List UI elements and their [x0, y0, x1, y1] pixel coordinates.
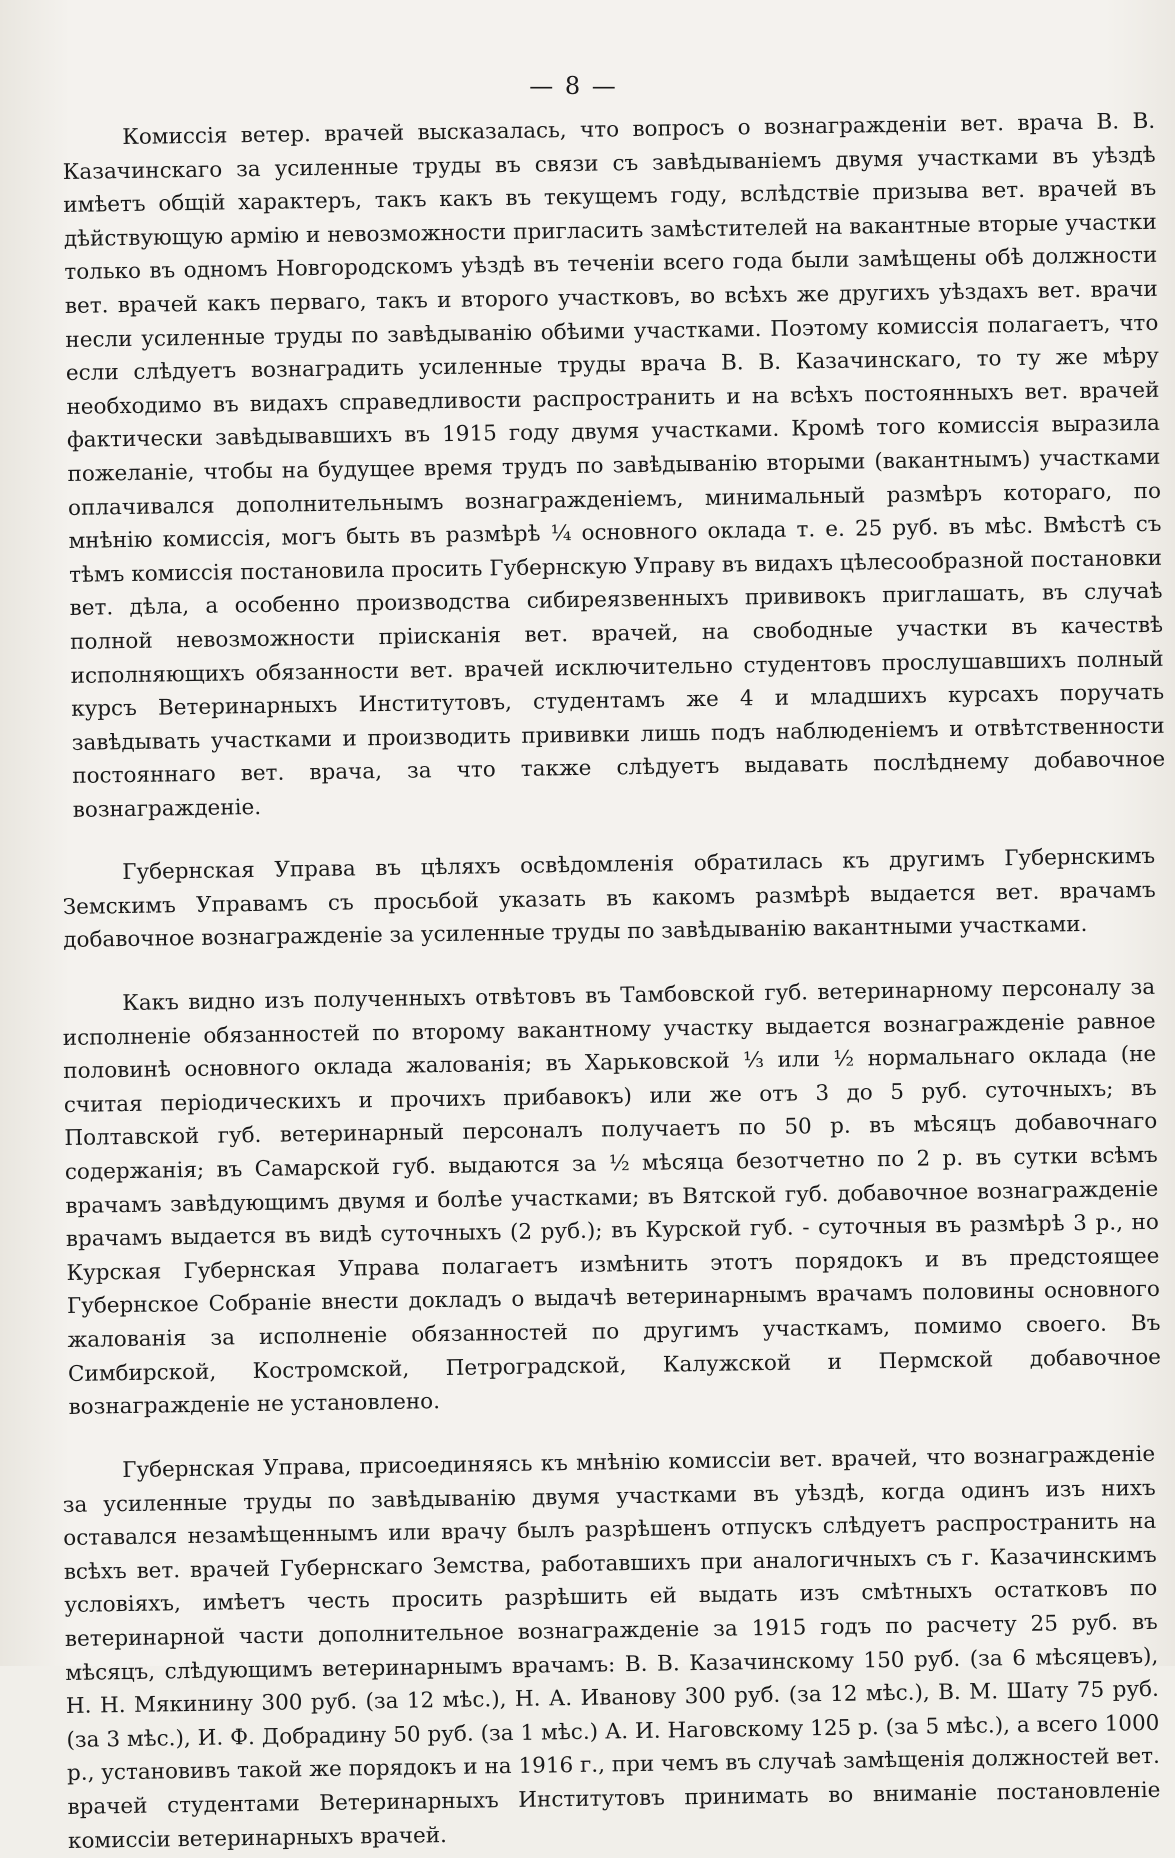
paragraph-commission-opinion: Комиссія ветер. врачей высказалась, что вопросъ о вознагражденіи вет. врача В. В. Казачинскаго за усиленные труды въ связи съ завѣдываніемъ двумя участками въ уѣздѣ имѣетъ общій характеръ, такъ какъ въ текущемъ году, вслѣдствіе призыва вет. врачей въ дѣйствующую армію и невозможности пригласить замѣстителей на вакантные вторые участки только въ одномъ Новгородскомъ уѣздѣ въ теченіи всего года были замѣщены обѣ должности вет. врачей какъ перваго, такъ и второго участковъ, во всѣхъ же другихъ уѣздахъ вет. врачи несли усиленные труды по завѣдыванію обѣими участками. Поэтому комиссія полагаетъ, что если слѣдуетъ вознаградить усиленные труды врача В. В. Казачинскаго, то ту же мѣру необходимо въ видахъ справедливости распространить и на всѣхъ постоянныхъ вет. врачей фактически завѣдывавшихъ въ 1915 году двумя участками. Кромѣ того комиссія выразила пожеланіе, чтобы на будущее время трудъ по завѣдыванію вторыми (вакантнымъ) участками оплачивался дополнительнымъ вознагражденіемъ, минимальный размѣръ котораго, по мнѣнію комиссія, могъ быть въ размѣрѣ ¼ основного оклада т. е. 25 руб. въ мѣс. Вмѣстѣ съ тѣмъ комиссія постановила просить Губернскую Управу въ видахъ цѣлесообразной постановки вет. дѣла, а особенно производства сибиреязвенныхъ прививокъ приглашать, въ случаѣ полной невозможности пріисканія вет. врачей, на свободные участки въ качествѣ исполняющихъ обязанности вет. врачей исключительно студентовъ прослушавшихъ полный курсъ Ветеринарныхъ Институтовъ, студентамъ же 4 и младшихъ курсахъ поручать завѣдывать участками и производить прививки лишь подъ наблюденіемъ и отвѣтственности постояннаго вет. врача, за что также слѣдуетъ выдавать послѣднему добавочное вознагражденіе.: [62, 108, 1166, 823]
page-number: — 8 —: [529, 72, 618, 100]
paragraph-responses: Какъ видно изъ полученныхъ отвѣтовъ въ Тамбовской губ. ветеринарному персоналу за исполненіе обязанностей по второму вакантному участку выдается вознагражденіе равное половинѣ основного оклада жалованія; въ Харьковской ⅓ или ½ нормальнаго оклада (не считая періодическихъ и прочихъ прибавокъ) или же отъ 3 до 5 руб. суточныхъ; въ Полтавской губ. ветеринарный персоналъ получаетъ по 50 р. въ мѣсяцъ добавочнаго содержанія; въ Самарской губ. выдаются за ½ мѣсяца безотчетно по 2 р. въ сутки всѣмъ врачамъ завѣдующимъ двумя и болѣе участками; въ Вятской губ. добавочное вознагражденіе врачамъ выдается въ видѣ суточныхъ (2 руб.); въ Курской губ. - суточныя въ размѣрѣ 3 р., но Курская Губернская Управа полагаетъ измѣнить этотъ порядокъ и въ предстоящее Губернское Собраніе внести докладъ о выдачѣ ветеринарнымъ врачамъ половины основного жалованія за исполненіе обязанностей по другимъ участкамъ, помимо своего. Въ Симбирской, Костромской, Петроградской, Калужской и Пермской добавочное вознагражденіе не установлено.: [62, 975, 1162, 1421]
paragraph-inquiry: Губернская Управа въ цѣляхъ освѣдомленія обратилась къ другимъ Губернскимъ Земскимъ Управамъ съ просьбой указать въ какомъ размѣрѣ выдается вет. врачамъ добавочное вознагражденіе за усиленные труды по завѣдыванію вакантными участками.: [62, 844, 1156, 954]
paragraph-resolution: Губернская Управа, присоединяясь къ мнѣнію комиссіи вет. врачей, что вознагражденіе за усиленные труды по завѣдыванію двумя участками въ уѣздѣ, когда одинъ изъ нихъ оставался незамѣщеннымъ или врачу былъ разрѣшенъ отпускъ слѣдуетъ распространить на всѣхъ вет. врачей Губернскаго Земства, работавшихъ при аналогичныхъ съ г. Казачинскимъ условіяхъ, имѣетъ честь просить разрѣшить ей выдать изъ смѣтныхъ остатковъ по ветеринарной части дополнительное вознагражденіе за 1915 годъ по расчету 25 руб. въ мѣсяцъ, слѣдующимъ ветеринарнымъ врачамъ: В. В. Казачинскому 150 руб. (за 6 мѣсяцевъ), Н. Н. Мякинину 300 руб. (за 12 мѣс.), Н. А. Иванову 300 руб. (за 12 мѣс.), В. М. Шату 75 руб. (за 3 мѣс.), И. Ф. Добрадину 50 руб. (за 1 мѣс.) А. И. Наговскому 125 р. (за 5 мѣс.), а всего 1000 р., установивъ такой же порядокъ и на 1916 г., при чемъ въ случаѣ замѣщенія должностей вет. врачей студентами Ветеринарныхъ Институтовъ принимать во вниманіе постановленіе комиссіи ветеринарныхъ врачей.: [62, 1441, 1161, 1854]
body-text: [62, 108, 1166, 1858]
